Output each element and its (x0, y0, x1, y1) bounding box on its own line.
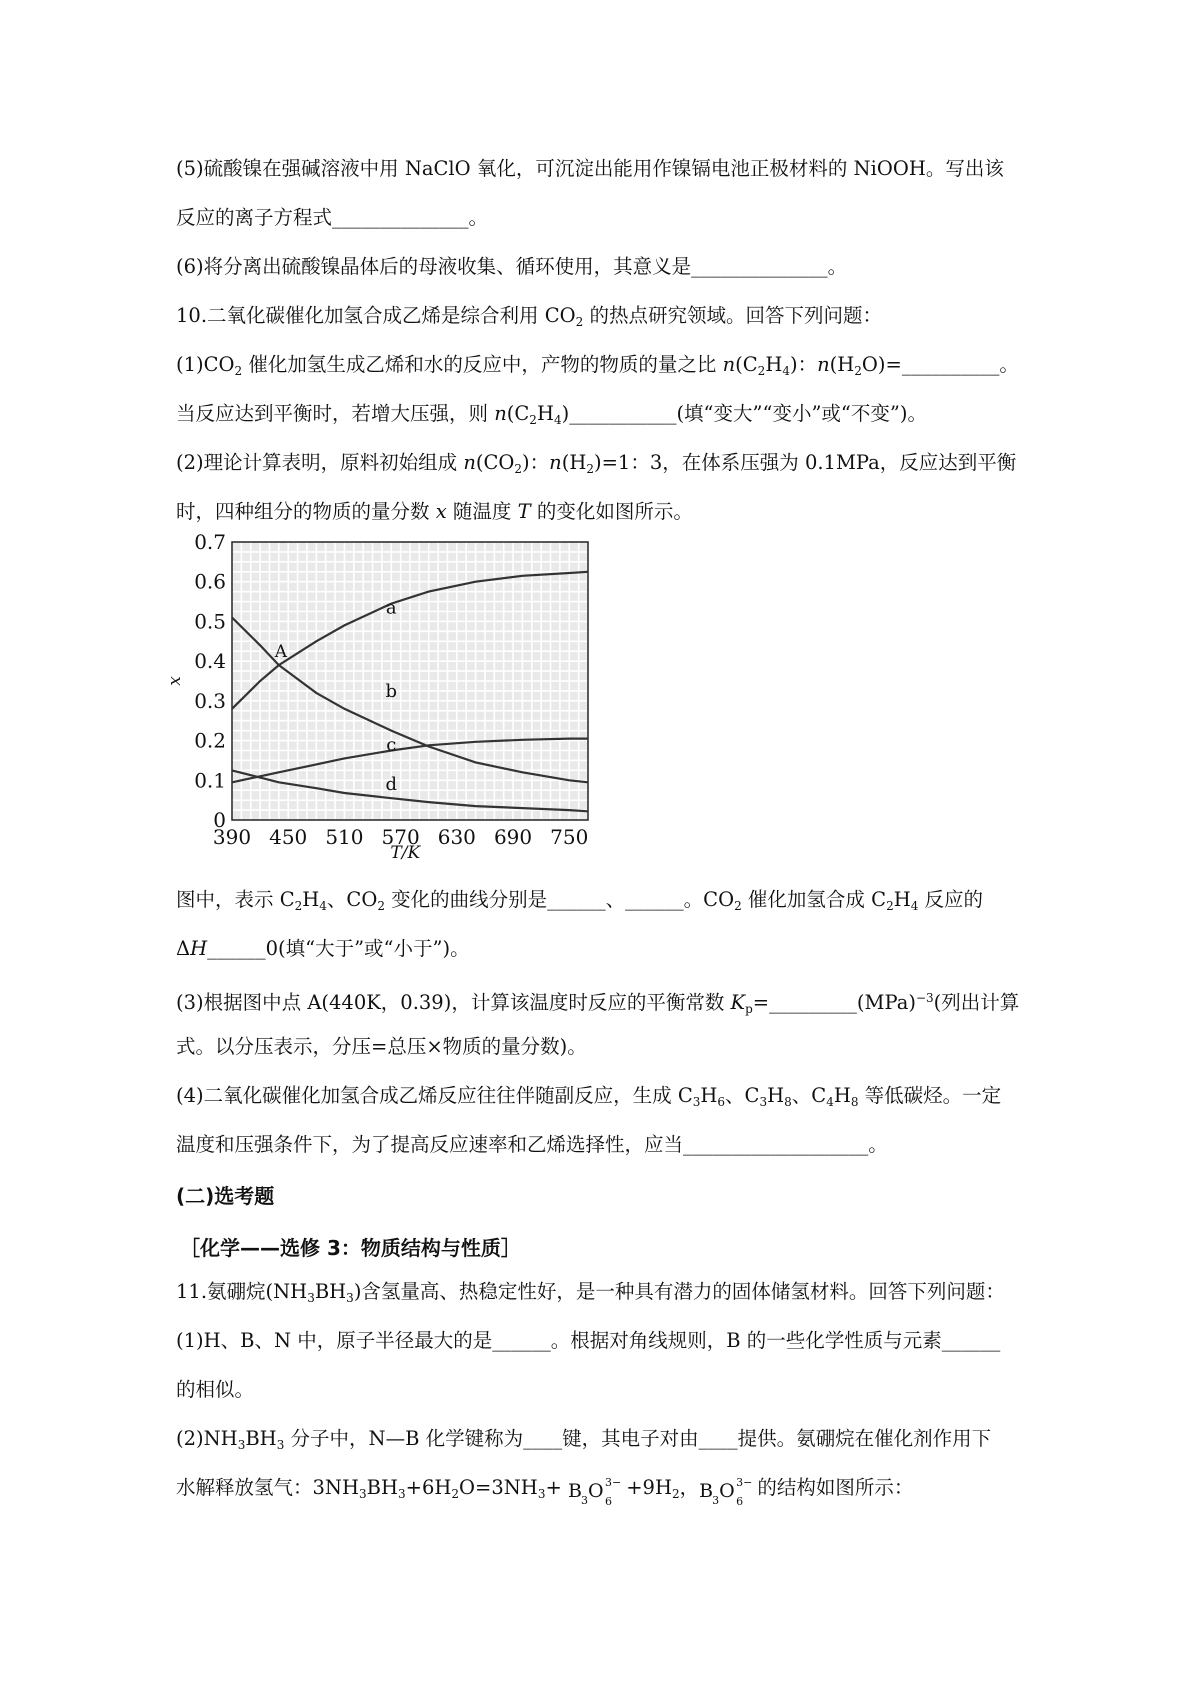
q5-line2: 反应的离子方程式______________。 (176, 206, 489, 229)
x-tick-label: 450 (269, 825, 308, 849)
x-tick-label: 570 (381, 825, 420, 849)
x-tick-label: 690 (493, 825, 533, 849)
borate-ion-2: B 3 O 6 3− (699, 1475, 753, 1508)
x-tick-label: 750 (550, 825, 589, 849)
q10-part3-line2: 式。以分压表示，分压=总压×物质的量分数)。 (176, 1035, 587, 1058)
q10-part2-line1: (2)理论计算表明，原料初始组成 $n(CO_2)$：$n(H_2)=1$：3，在体系压强为 0.1MPa，反应达到平衡 (176, 451, 1017, 476)
x-tick-label: 630 (437, 825, 476, 849)
x-axis-label: T/K (390, 843, 421, 860)
y-tick-label: 0.5 (194, 609, 226, 634)
q10-part1-line1: $(1)CO_2$ 催化加氢生成乙烯和水的反应中，产物的物质的量之比 $n(C_2H_4)$：$n(H_2O)=\_\_\_\_\_\_\_\_\_\_$。 (176, 353, 1019, 378)
point-a-label: A (274, 642, 287, 663)
q11-part2-line1: $(2)NH_3BH_3$ 分子中，N—B 化学键称为____键，其电子对由____提供。氨硼烷在催化剂作用下 (176, 1427, 992, 1452)
q5-line1: (5)硫酸镍在强碱溶液中用 NaClO 氧化，可沉淀出能用作镍镉电池正极材料的 NiOOH。写出该 (176, 157, 1004, 180)
y-tick-label: 0.6 (194, 569, 226, 594)
q10-part4-line2: 温度和压强条件下，为了提高反应速率和乙烯选择性，应当___________________。 (176, 1133, 888, 1156)
section-heading-elective: (二)选考题 (176, 1184, 275, 1208)
series-label-c: c (386, 734, 397, 756)
x-tick-label: 510 (325, 825, 364, 849)
x-tick-label: 390 (212, 825, 252, 849)
y-tick-label: 0.2 (194, 728, 226, 753)
q11-part1-line2: 的相似。 (176, 1378, 255, 1401)
q10-part4-line1: (4)二氧化碳催化加氢合成乙烯反应往往伴随副反应，生成 $C_3H_6$、$C_3H_8$、$C_4H_8$ 等低碳烃。一定 (176, 1084, 1002, 1109)
y-tick-label: 0.3 (194, 688, 226, 713)
q10-intro: 10.二氧化碳催化加氢合成乙烯是综合利用 $CO_2$ 的热点研究领域。回答下列问题： (176, 304, 882, 329)
y-axis-label: x (165, 676, 185, 686)
figure-question-line2: ΔH______0(填“大于”或“小于”)。 (176, 937, 470, 960)
section-heading-module: ［化学——选修 3：物质结构与性质］ (180, 1236, 521, 1260)
q10-part3-line1: (3)根据图中点 A(440K，0.39)，计算该温度时反应的平衡常数 $K_p=\_\_\_\_\_\_\_\_\_(MPa)^{-3}$(列出计算 (176, 991, 1020, 1016)
figure-question-line1: 图中，表示 $C_2H_4$、$CO_2$ 变化的曲线分别是______、______。$CO_2$ 催化加氢合成 $C_2H_4$ 反应的 (176, 888, 984, 913)
y-tick-label: 0 (213, 808, 226, 832)
q6-line: (6)将分离出硫酸镍晶体后的母液收集、循环使用，其意义是______________。 (176, 255, 848, 278)
q10-part1-line2: 当反应达到平衡时，若增大压强，则 $n(C_2H_4)\_\_\_\_\_\_\_\_\_\_\_$(填“变大”“变小”或“不变”)。 (176, 402, 927, 427)
y-tick-label: 0.7 (194, 530, 226, 554)
y-tick-label: 0.1 (194, 768, 226, 793)
borate-ion: B 3 O 6 3− (568, 1475, 622, 1508)
series-label-a: a (385, 597, 397, 619)
mole-fraction-chart (160, 530, 600, 860)
q11-intro: 11.氨硼烷$(NH_3BH_3)$含氢量高、热稳定性好，是一种具有潜力的固体储氢材料。回答下列问题： (176, 1280, 1005, 1305)
series-label-d: d (385, 774, 398, 796)
q11-part1-line1: (1)H、B、N 中，原子半径最大的是______。根据对角线规则，B 的一些化学性质与元素______ (176, 1329, 1001, 1352)
series-label-b: b (385, 680, 398, 702)
y-tick-label: 0.4 (194, 649, 226, 674)
q10-part2-line2: 时，四种组分的物质的量分数 x 随温度 T 的变化如图所示。 (176, 500, 693, 523)
q11-part2-line2: 水解释放氢气：$3NH_3BH_3+6H_2O=3NH_3+$ B 3 O 6 3− $+9H_2$， B 3 O 6 3− 的结构如图所示： (176, 1475, 914, 1508)
